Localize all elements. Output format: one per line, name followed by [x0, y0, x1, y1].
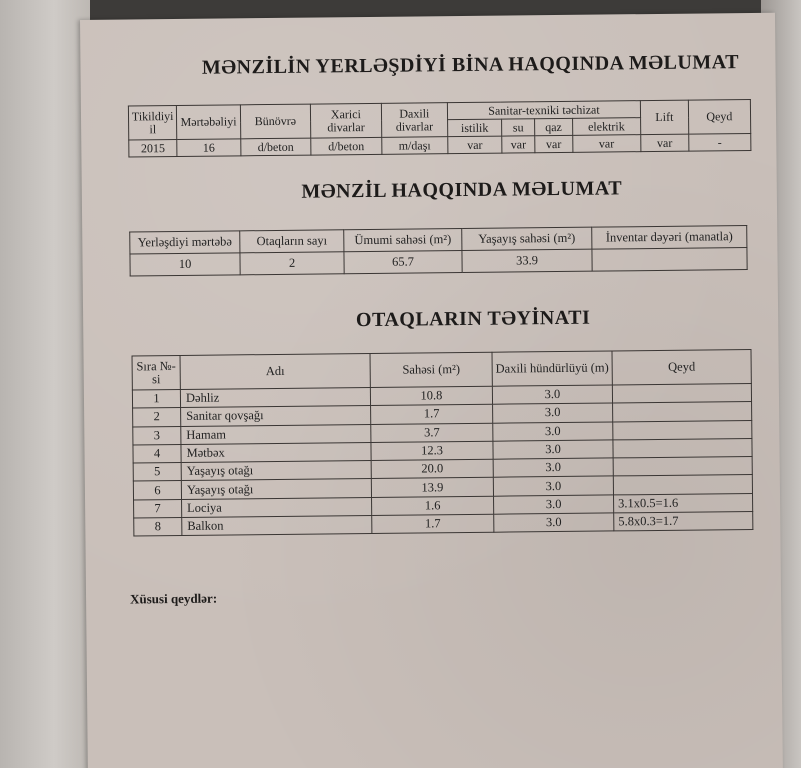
special-notes-label: Xüsusi qeydlər: — [129, 590, 218, 607]
header-room-no: Sıra №-si — [132, 355, 180, 390]
room-height-cell: 3.0 — [493, 403, 613, 423]
room-area-cell: 1.6 — [372, 496, 494, 516]
value-apt-total-area: 65.7 — [344, 251, 462, 274]
room-no-cell: 1 — [132, 389, 180, 408]
value-gas: var — [535, 135, 573, 152]
value-water: var — [502, 136, 535, 153]
room-no-cell: 5 — [133, 463, 181, 482]
value-foundation: d/beton — [240, 138, 311, 156]
background-left-paper — [0, 0, 90, 768]
value-floors: 16 — [177, 139, 240, 157]
room-no-cell: 8 — [134, 518, 182, 537]
room-no-cell: 2 — [133, 408, 181, 427]
room-note-cell: 3.1x0.5=1.6 — [614, 493, 753, 513]
value-inner-walls: m/daşı — [381, 137, 448, 155]
rooms-purpose-title: OTAQLARIN TƏYİNATI — [355, 306, 591, 332]
header-floors: Mərtəbəliyi — [177, 105, 241, 140]
value-year: 2015 — [129, 139, 177, 157]
room-height-cell: 3.0 — [493, 422, 613, 442]
room-note-cell — [613, 438, 752, 458]
header-water: su — [502, 119, 535, 136]
value-heating: var — [448, 136, 502, 154]
header-inner-walls: Daxili divarlar — [381, 103, 448, 138]
room-note-cell — [613, 475, 752, 495]
room-no-cell: 7 — [134, 499, 182, 518]
building-info-table — [128, 99, 752, 158]
header-foundation: Bünövrə — [240, 104, 311, 139]
room-area-cell: 12.3 — [371, 441, 493, 461]
header-year: Tikildiyi il — [128, 105, 177, 140]
header-apt-floor: Yerləşdiyi mərtəbə — [130, 231, 240, 254]
header-note: Qeyd — [688, 99, 751, 134]
value-electric: var — [572, 135, 641, 153]
room-area-cell: 1.7 — [372, 514, 494, 534]
room-name-cell: Hamam — [181, 424, 371, 444]
room-note-cell: 5.8x0.3=1.7 — [614, 512, 753, 532]
room-note-cell — [613, 457, 752, 477]
header-apt-living-area: Yaşayış sahəsi (m²) — [462, 227, 592, 250]
room-height-cell: 3.0 — [494, 495, 614, 515]
room-no-cell: 3 — [133, 426, 181, 445]
rooms-table-body — [132, 383, 752, 536]
document-page — [80, 13, 783, 768]
room-height-cell: 3.0 — [494, 513, 614, 533]
room-note-cell — [613, 420, 752, 440]
value-apt-inventory — [592, 248, 747, 272]
room-name-cell: Dəhliz — [180, 387, 370, 407]
room-name-cell: Balkon — [182, 516, 372, 536]
room-name-cell: Lociya — [182, 497, 372, 517]
value-lift: var — [641, 134, 689, 151]
room-height-cell: 3.0 — [493, 440, 613, 460]
room-note-cell — [613, 402, 752, 422]
room-name-cell: Yaşayış otağı — [181, 479, 371, 499]
value-outer-walls: d/beton — [311, 137, 382, 155]
room-name-cell: Mətbəx — [181, 442, 371, 462]
value-apt-living-area: 33.9 — [462, 249, 592, 272]
header-outer-walls: Xarici divarlar — [311, 103, 382, 138]
header-sanitary: Sanitar-texniki təchizat — [447, 101, 640, 120]
room-area-cell: 10.8 — [370, 386, 492, 406]
rooms-table — [132, 349, 754, 537]
header-heating: istilik — [448, 119, 502, 137]
room-area-cell: 1.7 — [371, 404, 493, 424]
room-height-cell: 3.0 — [493, 476, 613, 496]
room-height-cell: 3.0 — [493, 458, 613, 478]
room-note-cell — [612, 383, 751, 403]
header-lift: Lift — [640, 100, 688, 134]
value-apt-rooms: 2 — [240, 252, 344, 275]
header-electric: elektrik — [572, 118, 641, 136]
header-gas: qaz — [535, 118, 573, 135]
room-area-cell: 13.9 — [371, 478, 493, 498]
header-room-name: Adı — [180, 353, 370, 389]
room-area-cell: 20.0 — [371, 459, 493, 479]
header-room-note: Qeyd — [612, 349, 751, 384]
room-no-cell: 4 — [133, 444, 181, 463]
building-info-title: MƏNZİLİN YERLƏŞDİYİ BİNA HAQQINDA MƏLUMAT — [201, 51, 740, 79]
apartment-info-table — [129, 225, 747, 276]
apartment-info-title: MƏNZİL HAQQINDA MƏLUMAT — [301, 177, 623, 203]
header-apt-total-area: Ümumi sahəsi (m²) — [344, 229, 462, 252]
room-no-cell: 6 — [133, 481, 181, 500]
header-apt-rooms: Otaqların sayı — [240, 230, 344, 253]
header-room-height: Daxili hündürlüyü (m) — [492, 351, 612, 386]
room-area-cell: 3.7 — [371, 423, 493, 443]
header-apt-inventory: İnventar dəyəri (manatla) — [592, 226, 747, 250]
room-name-cell: Yaşayış otağı — [181, 461, 371, 481]
room-height-cell: 3.0 — [492, 385, 612, 405]
value-apt-floor: 10 — [130, 253, 240, 276]
header-room-area: Sahəsi (m²) — [370, 352, 492, 387]
value-note: - — [688, 133, 750, 151]
room-name-cell: Sanitar qovşağı — [181, 406, 371, 426]
